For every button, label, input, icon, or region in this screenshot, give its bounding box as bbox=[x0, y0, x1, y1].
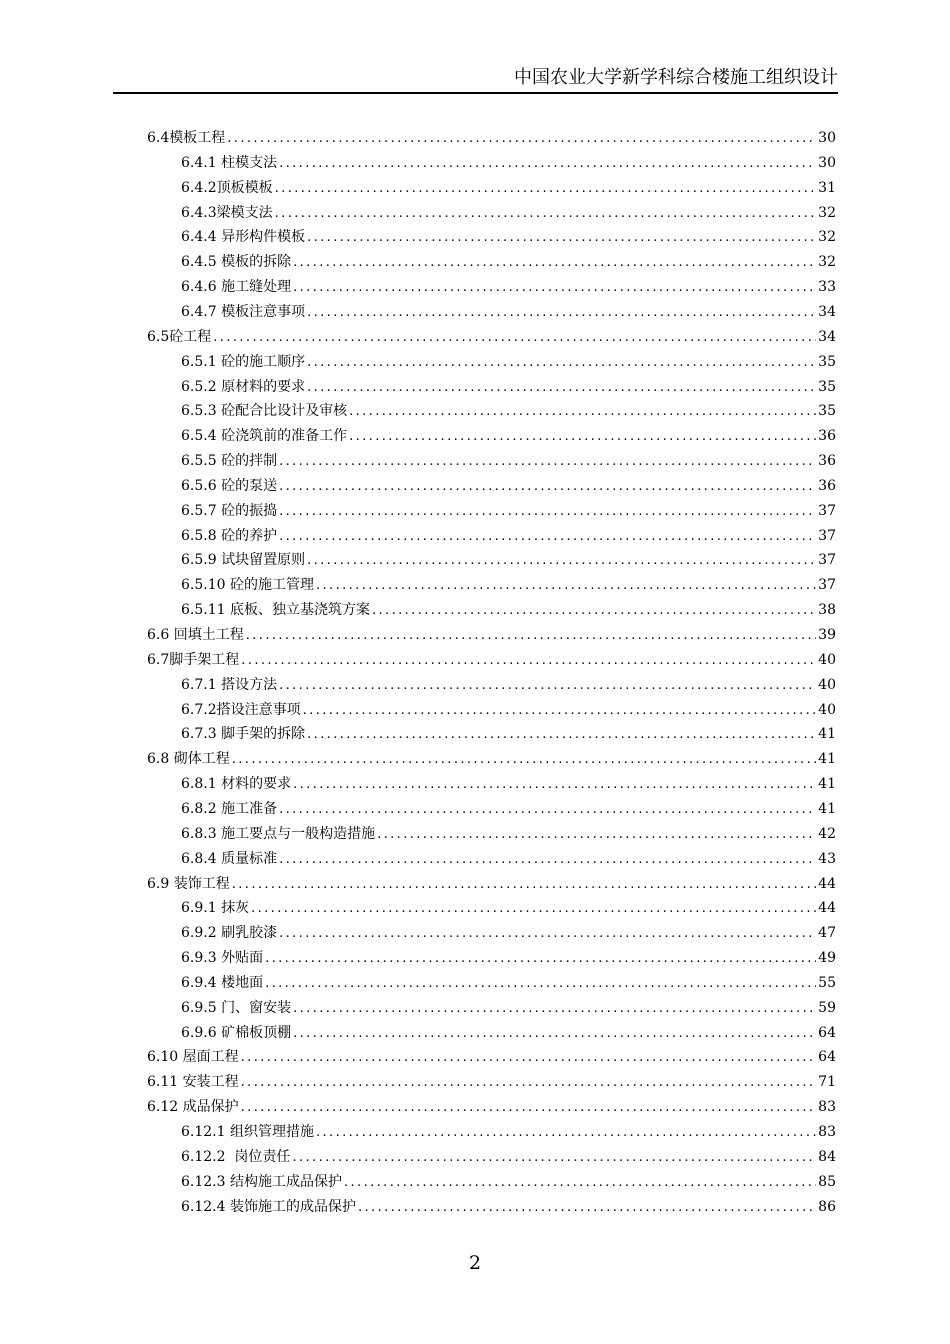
toc-dot-leader bbox=[251, 897, 816, 921]
toc-entry[interactable] bbox=[181, 996, 836, 1020]
toc-dot-leader bbox=[279, 450, 816, 474]
toc-entry-page: 59 bbox=[818, 999, 836, 1016]
toc-entry-label: 6.9.2 刷乳胶漆 bbox=[181, 925, 278, 942]
toc-entry-page: 85 bbox=[818, 1173, 836, 1190]
toc-entry[interactable] bbox=[147, 126, 836, 150]
toc-entry-label: 6.5砼工程 bbox=[147, 328, 212, 345]
toc-entry-label: 6.6 回填土工程 bbox=[147, 627, 244, 643]
toc-dot-leader bbox=[232, 748, 816, 772]
toc-entry-label: 6.9.3 外贴面 bbox=[181, 950, 264, 967]
toc-dot-leader bbox=[349, 400, 816, 424]
toc-entry-page: 35 bbox=[818, 403, 836, 420]
toc-entry-label: 6.5.4 砼浇筑前的准备工作 bbox=[181, 428, 348, 445]
toc-dot-leader bbox=[307, 351, 816, 375]
toc-dot-leader bbox=[293, 276, 816, 300]
toc-entry-page: 40 bbox=[818, 701, 836, 718]
toc-entry-page: 64 bbox=[818, 1024, 836, 1041]
toc-entry-page: 36 bbox=[818, 477, 836, 494]
toc-entry-page: 37 bbox=[818, 577, 836, 594]
toc-entry-label: 6.9 装饰工程 bbox=[147, 875, 230, 892]
toc-entry-page: 30 bbox=[818, 154, 836, 171]
document-title: 中国农业大学新学科综合楼施工组织设计 bbox=[514, 67, 838, 88]
toc-entry[interactable] bbox=[181, 946, 836, 970]
toc-dot-leader bbox=[303, 699, 817, 723]
toc-entry[interactable] bbox=[181, 350, 836, 374]
toc-entry-page: 40 bbox=[818, 676, 836, 693]
toc-dot-leader bbox=[241, 1071, 817, 1095]
toc-dot-leader bbox=[232, 873, 816, 897]
toc-dot-leader bbox=[349, 425, 816, 449]
toc-dot-leader bbox=[377, 823, 816, 847]
toc-entry-label: 6.5.9 试块留置原则 bbox=[181, 552, 306, 569]
toc-entry-page: 37 bbox=[818, 527, 836, 544]
toc-entry-label: 6.8.2 施工准备 bbox=[181, 800, 278, 817]
toc-entry-page: 39 bbox=[818, 627, 836, 643]
toc-entry-page: 34 bbox=[818, 328, 836, 345]
toc-entry-label: 6.12.3 结构施工成品保护 bbox=[181, 1173, 342, 1190]
toc-entry[interactable] bbox=[181, 921, 836, 945]
toc-entry-page: 83 bbox=[818, 1099, 836, 1116]
toc-dot-leader bbox=[307, 376, 816, 400]
toc-entry[interactable] bbox=[181, 201, 836, 225]
toc-entry[interactable] bbox=[181, 1021, 836, 1045]
toc-entry[interactable] bbox=[181, 1145, 836, 1169]
toc-entry-label: 6.8.3 施工要点与一般构造措施 bbox=[181, 825, 376, 842]
toc-entry[interactable] bbox=[181, 375, 836, 399]
toc-entry-page: 32 bbox=[818, 204, 836, 221]
toc-entry-label: 6.12.2 岗位责任 bbox=[181, 1148, 291, 1165]
toc-entry[interactable] bbox=[181, 399, 836, 423]
toc-dot-leader bbox=[316, 1121, 816, 1145]
toc-entry-page: 32 bbox=[818, 254, 836, 271]
toc-entry-label: 6.7.2搭设注意事项 bbox=[181, 701, 301, 718]
toc-entry-page: 41 bbox=[818, 776, 836, 793]
toc-entry-page: 86 bbox=[818, 1198, 836, 1215]
toc-entry[interactable] bbox=[181, 250, 836, 274]
toc-dot-leader bbox=[241, 649, 816, 673]
toc-entry[interactable] bbox=[181, 1170, 836, 1194]
toc-dot-leader bbox=[307, 301, 816, 325]
toc-dot-leader bbox=[279, 525, 816, 549]
toc-entry-page: 43 bbox=[818, 850, 836, 867]
toc-entry-label: 6.12.1 组织管理措施 bbox=[181, 1124, 314, 1140]
toc-dot-leader bbox=[316, 574, 816, 598]
toc-dot-leader bbox=[344, 1171, 816, 1195]
toc-dot-leader bbox=[307, 549, 816, 573]
toc-dot-leader bbox=[279, 152, 816, 176]
toc-entry-label: 6.7.3 脚手架的拆除 bbox=[181, 726, 306, 743]
running-header bbox=[113, 66, 838, 90]
toc-entry[interactable] bbox=[181, 300, 836, 324]
toc-entry[interactable] bbox=[181, 896, 836, 920]
toc-entry-label: 6.12.4 装饰施工的成品保护 bbox=[181, 1198, 356, 1215]
toc-entry-page: 38 bbox=[818, 602, 836, 619]
toc-entry-label: 6.5.11 底板、独立基浇筑方案 bbox=[181, 602, 370, 619]
toc-entry[interactable] bbox=[181, 797, 836, 821]
toc-entry-label: 6.4模板工程 bbox=[147, 130, 226, 146]
toc-entry-page: 31 bbox=[818, 179, 836, 196]
toc-dot-leader bbox=[279, 674, 816, 698]
toc-entry-label: 6.5.8 砼的养护 bbox=[181, 527, 278, 544]
toc-entry-page: 84 bbox=[818, 1148, 836, 1165]
toc-dot-leader bbox=[293, 997, 816, 1021]
toc-entry-label: 6.5.5 砼的拌制 bbox=[181, 453, 278, 470]
toc-entry[interactable] bbox=[181, 151, 836, 175]
toc-entry-page: 41 bbox=[818, 800, 836, 817]
toc-entry-page: 33 bbox=[818, 279, 836, 296]
toc-entry-page: 49 bbox=[818, 950, 836, 967]
toc-entry[interactable] bbox=[181, 176, 836, 200]
toc-entry-page: 37 bbox=[818, 552, 836, 569]
toc-entry[interactable] bbox=[181, 225, 836, 249]
toc-dot-leader bbox=[293, 251, 816, 275]
toc-entry-label: 6.4.4 异形构件模板 bbox=[181, 229, 306, 246]
toc-entry-page: 40 bbox=[818, 651, 836, 668]
toc-entry-label: 6.9.5 门、窗安装 bbox=[181, 999, 292, 1016]
toc-dot-leader bbox=[241, 1046, 817, 1070]
toc-dot-leader bbox=[275, 177, 817, 201]
toc-entry[interactable] bbox=[181, 548, 836, 572]
toc-entry-label: 6.5.1 砼的施工顺序 bbox=[181, 353, 306, 370]
toc-dot-leader bbox=[279, 848, 816, 872]
toc-entry[interactable] bbox=[147, 1045, 836, 1069]
toc-entry[interactable] bbox=[181, 275, 836, 299]
toc-dot-leader bbox=[307, 226, 816, 250]
toc-entry-label: 6.4.3梁模支法 bbox=[181, 204, 273, 221]
toc-entry[interactable] bbox=[181, 449, 836, 473]
toc-entry-label: 6.5.10 砼的施工管理 bbox=[181, 577, 314, 594]
toc-entry-label: 6.5.7 砼的振捣 bbox=[181, 502, 278, 519]
toc-dot-leader bbox=[265, 947, 816, 971]
toc-dot-leader bbox=[279, 500, 816, 524]
toc-dot-leader bbox=[279, 798, 816, 822]
toc-dot-leader bbox=[307, 723, 816, 747]
toc-entry-label: 6.9.4 楼地面 bbox=[181, 974, 264, 991]
toc-dot-leader bbox=[358, 1196, 816, 1220]
toc-entry[interactable] bbox=[147, 872, 836, 896]
toc-entry[interactable] bbox=[147, 747, 836, 771]
toc-entry-page: 37 bbox=[818, 502, 836, 519]
toc-entry[interactable] bbox=[181, 474, 836, 498]
toc-entry-label: 6.4.5 模板的拆除 bbox=[181, 254, 292, 271]
toc-entry[interactable] bbox=[181, 673, 836, 697]
toc-entry-page: 35 bbox=[818, 353, 836, 370]
toc-entry-label: 6.4.2顶板模板 bbox=[181, 179, 273, 196]
toc-entry-label: 6.4.7 模板注意事项 bbox=[181, 303, 306, 320]
toc-entry-page: 41 bbox=[818, 726, 836, 743]
toc-entry-label: 6.4.1 柱模支法 bbox=[181, 154, 278, 171]
toc-entry[interactable] bbox=[147, 1095, 836, 1119]
toc-entry-page: 83 bbox=[818, 1124, 836, 1140]
toc-entry-label: 6.10 屋面工程 bbox=[147, 1049, 239, 1066]
toc-entry-page: 30 bbox=[818, 130, 836, 146]
toc-dot-leader bbox=[292, 1146, 816, 1170]
toc-entry[interactable] bbox=[181, 772, 836, 796]
toc-entry-label: 6.8.1 材料的要求 bbox=[181, 776, 292, 793]
toc-dot-leader bbox=[213, 326, 816, 350]
toc-entry-label: 6.4.6 施工缝处理 bbox=[181, 279, 292, 296]
toc-entry-page: 42 bbox=[818, 825, 836, 842]
toc-entry-page: 34 bbox=[818, 303, 836, 320]
toc-dot-leader bbox=[293, 773, 816, 797]
toc-entry[interactable] bbox=[181, 598, 836, 622]
toc-entry-label: 6.9.1 抹灰 bbox=[181, 900, 250, 917]
toc-entry[interactable] bbox=[181, 573, 836, 597]
toc-entry[interactable] bbox=[147, 325, 836, 349]
toc-entry[interactable] bbox=[181, 499, 836, 523]
toc-entry-page: 36 bbox=[818, 453, 836, 470]
toc-entry[interactable] bbox=[181, 722, 836, 746]
toc-entry[interactable] bbox=[181, 1195, 836, 1219]
toc-entry[interactable] bbox=[181, 971, 836, 995]
toc-entry[interactable] bbox=[181, 847, 836, 871]
toc-entry-label: 6.5.2 原材料的要求 bbox=[181, 378, 306, 395]
toc-dot-leader bbox=[372, 599, 816, 623]
toc-entry-label: 6.9.6 矿棉板顶棚 bbox=[181, 1024, 292, 1041]
page-number: 2 bbox=[468, 1252, 482, 1274]
toc-entry-page: 35 bbox=[818, 378, 836, 395]
toc-dot-leader bbox=[275, 202, 817, 226]
toc-entry[interactable] bbox=[181, 698, 836, 722]
toc-entry[interactable] bbox=[181, 524, 836, 548]
toc-entry-page: 71 bbox=[818, 1074, 836, 1091]
toc-entry-page: 55 bbox=[818, 974, 836, 991]
toc-entry[interactable] bbox=[147, 1070, 836, 1094]
toc-entry[interactable] bbox=[147, 623, 836, 647]
toc-entry-page: 47 bbox=[818, 925, 836, 942]
toc-entry-page: 36 bbox=[818, 428, 836, 445]
toc-entry-label: 6.12 成品保护 bbox=[147, 1099, 239, 1116]
toc-entry-page: 64 bbox=[818, 1049, 836, 1066]
toc-entry-label: 6.8.4 质量标准 bbox=[181, 850, 278, 867]
toc-entry-label: 6.5.6 砼的泵送 bbox=[181, 477, 278, 494]
toc-entry[interactable] bbox=[147, 648, 836, 672]
toc-entry-label: 6.8 砌体工程 bbox=[147, 751, 230, 768]
toc-entry-page: 44 bbox=[818, 900, 836, 917]
toc-entry-label: 6.5.3 砼配合比设计及审核 bbox=[181, 403, 348, 420]
toc-entry-page: 44 bbox=[818, 875, 836, 892]
toc-entry-page: 41 bbox=[818, 751, 836, 768]
toc-entry-page: 32 bbox=[818, 229, 836, 246]
toc-dot-leader bbox=[293, 1022, 816, 1046]
toc-dot-leader bbox=[265, 972, 816, 996]
toc-entry[interactable] bbox=[181, 822, 836, 846]
toc-dot-leader bbox=[241, 1096, 817, 1120]
toc-entry-label: 6.7.1 搭设方法 bbox=[181, 676, 278, 693]
toc-dot-leader bbox=[227, 127, 816, 151]
toc-entry[interactable] bbox=[181, 424, 836, 448]
toc-entry[interactable] bbox=[181, 1120, 836, 1144]
toc-entry-label: 6.7脚手架工程 bbox=[147, 651, 240, 668]
toc-dot-leader bbox=[279, 922, 816, 946]
header-rule bbox=[113, 92, 838, 94]
toc-entry-label: 6.11 安装工程 bbox=[147, 1074, 239, 1091]
toc-dot-leader bbox=[246, 624, 816, 648]
toc-dot-leader bbox=[279, 475, 816, 499]
